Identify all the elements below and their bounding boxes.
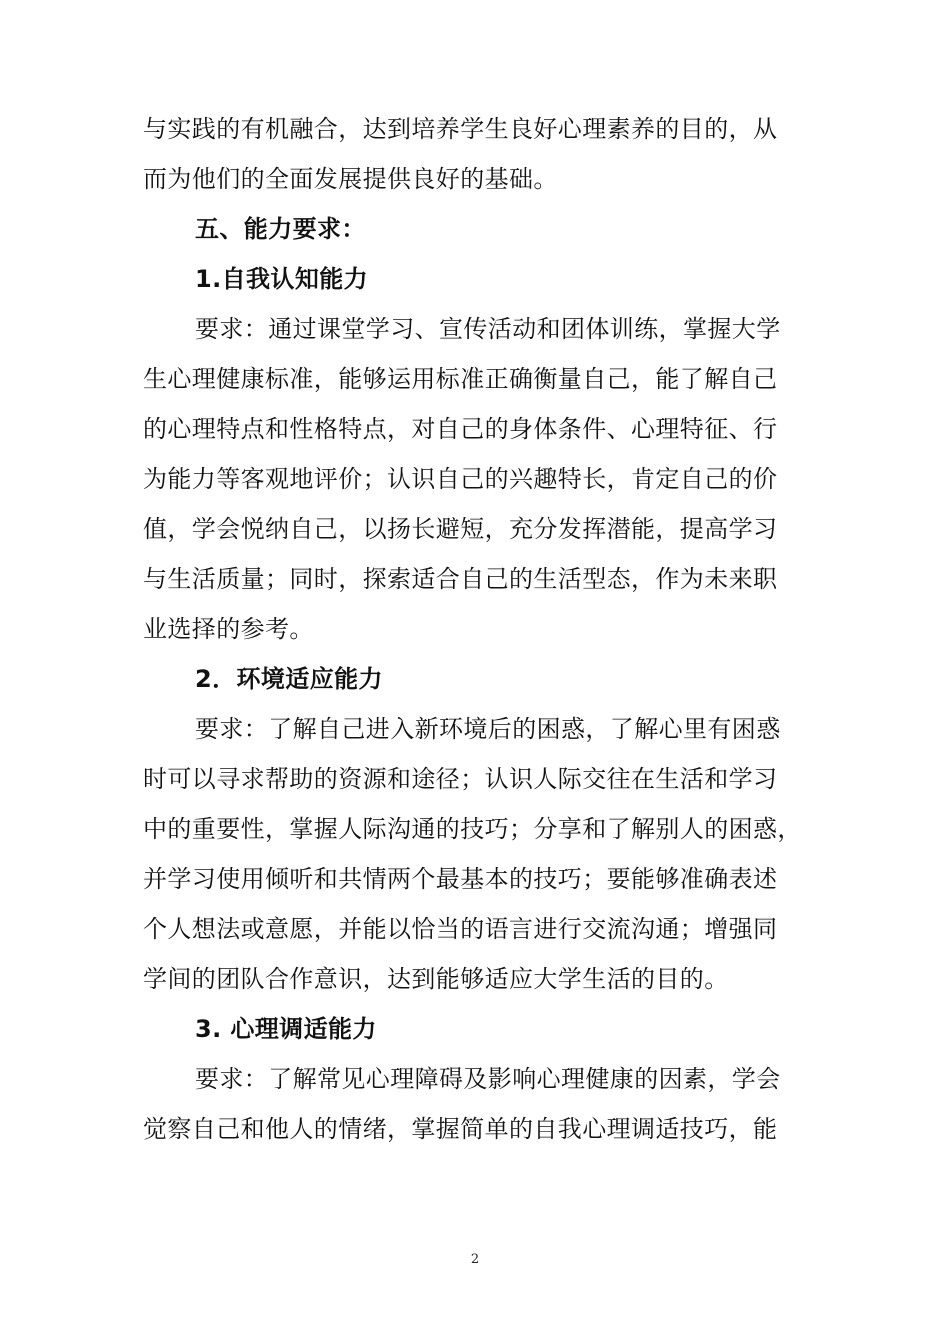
body-line: 生心理健康标准，能够运用标准正确衡量自己，能了解自己 (143, 365, 778, 393)
body-line: 学间的团队合作意识，达到能够适应大学生活的目的。 (143, 965, 729, 993)
page-number: 2 (470, 1252, 480, 1267)
body-line: 觉察自己和他人的情绪，掌握简单的自我心理调适技巧，能 (143, 1115, 778, 1143)
body-line: 要求：了解自己进入新环境后的困惑，了解心里有困惑 (195, 715, 781, 743)
section-heading: 五、能力要求： (195, 215, 366, 243)
item-heading-adaptation: 2．环境适应能力 (195, 665, 383, 693)
body-line: 与生活质量；同时，探索适合自己的生活型态，作为未来职 (143, 565, 778, 593)
body-line: 时可以寻求帮助的资源和途径；认识人际交往在生活和学习 (143, 765, 778, 793)
body-line: 值，学会悦纳自己，以扬长避短，充分发挥潜能，提高学习 (143, 515, 778, 543)
body-line: 与实践的有机融合，达到培养学生良好心理素养的目的，从 (143, 115, 778, 143)
item-heading-self-awareness: 1.自我认知能力 (195, 265, 369, 293)
body-line: 而为他们的全面发展提供良好的基础。 (143, 165, 558, 193)
body-line: 个人想法或意愿，并能以恰当的语言进行交流沟通；增强同 (143, 915, 778, 943)
body-line: 业选择的参考。 (143, 615, 314, 643)
body-line: 并学习使用倾听和共情两个最基本的技巧；要能够准确表述 (143, 865, 778, 893)
body-line: 的心理特点和性格特点，对自己的身体条件、心理特征、行 (143, 415, 778, 443)
document-body (143, 104, 807, 1154)
body-line: 要求：了解常见心理障碍及影响心理健康的因素，学会 (195, 1065, 781, 1093)
body-line: 为能力等客观地评价；认识自己的兴趣特长，肯定自己的价 (143, 465, 778, 493)
body-line: 中的重要性，掌握人际沟通的技巧；分享和了解别人的困惑， (143, 815, 802, 843)
item-heading-self-regulation: 3. 心理调适能力 (195, 1015, 377, 1043)
body-line: 要求：通过课堂学习、宣传活动和团体训练，掌握大学 (195, 315, 781, 343)
